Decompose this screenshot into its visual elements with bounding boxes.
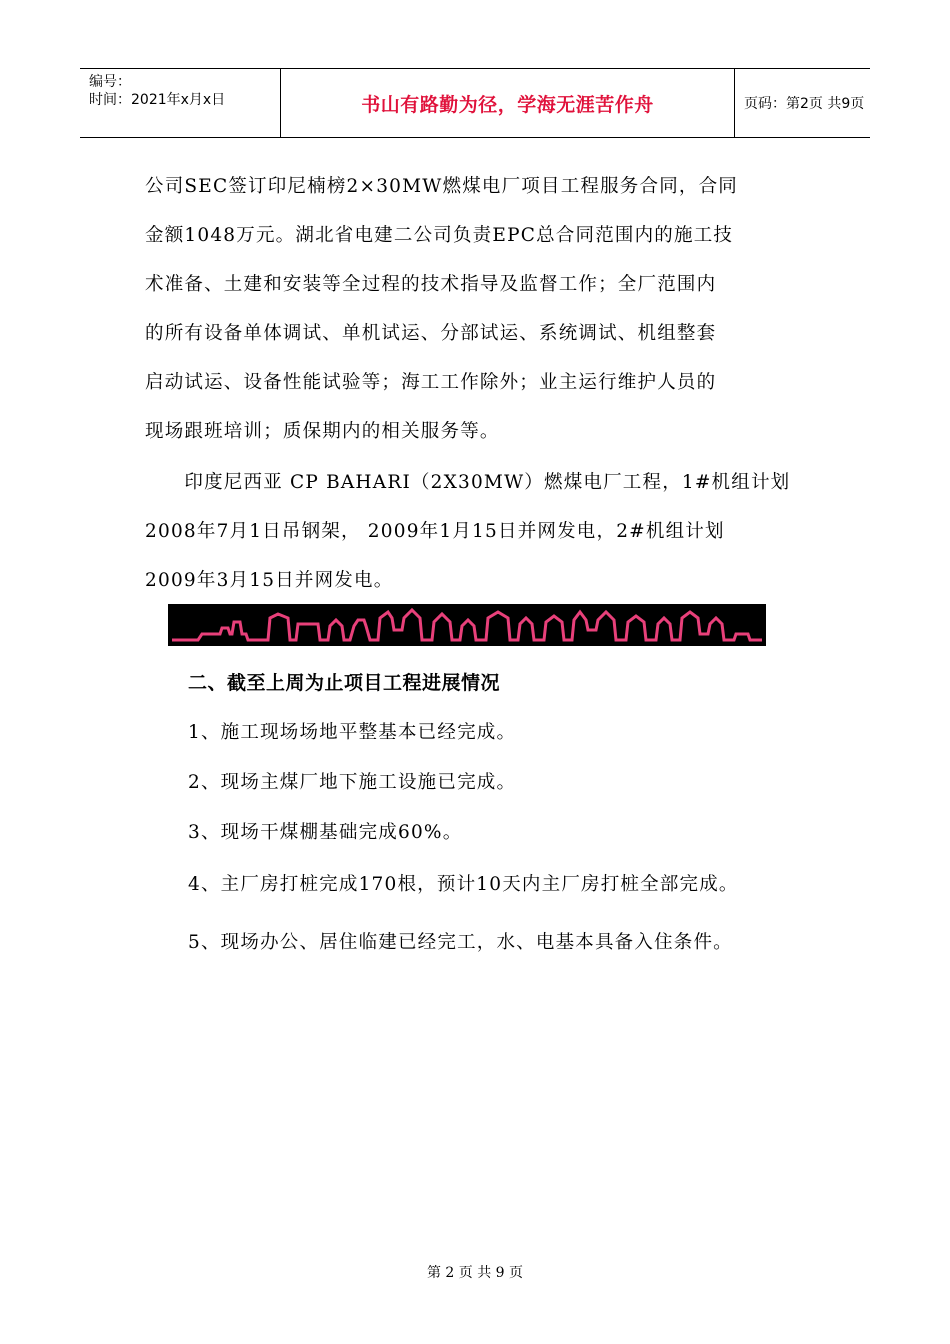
code-label: 编号：	[89, 74, 131, 90]
time-label: 时间：2021年x月x日	[89, 92, 226, 108]
house-skyline-decoration	[168, 604, 766, 646]
section-heading: 二、截至上周为止项目工程进展情况	[188, 672, 501, 694]
paragraph-line: 现场跟班培训；质保期内的相关服务等。	[145, 421, 500, 442]
progress-item: 5、现场办公、居住临建已经完工，水、电基本具备入住条件。	[188, 932, 733, 953]
paragraph-contract	[145, 162, 805, 456]
paragraph-line: 术准备、土建和安装等全过程的技术指导及监督工作；全厂范围内	[145, 274, 717, 295]
progress-item: 2、现场主煤厂地下施工设施已完成。	[188, 772, 517, 793]
paragraph-line: 的所有设备单体调试、单机试运、分部试运、系统调试、机组整套	[145, 323, 717, 344]
slogan: 书山有路勤为径，学海无涯苦作舟	[361, 93, 654, 116]
page-label: 页码：第2页 共9页	[744, 96, 865, 112]
progress-item: 1、施工现场场地平整基本已经完成。	[188, 722, 517, 743]
progress-item: 3、现场干煤棚基础完成60%。	[188, 822, 463, 843]
paragraph-line: 印度尼西亚 CP BAHARI（2X30MW）燃煤电厂工程，1#机组计划	[145, 472, 791, 493]
document-header	[80, 68, 870, 138]
paragraph-schedule	[145, 458, 805, 605]
paragraph-line: 2009年3月15日并网发电。	[145, 570, 394, 591]
decorative-banner	[168, 604, 766, 646]
progress-item: 4、主厂房打桩完成170根，预计10天内主厂房打桩全部完成。	[188, 874, 739, 895]
paragraph-line: 启动试运、设备性能试验等；海工工作除外；业主运行维护人员的	[145, 372, 717, 393]
page-footer: 第 2 页 共 9 页	[426, 1265, 524, 1281]
paragraph-line: 公司SEC签订印尼楠榜2×30MW燃煤电厂项目工程服务合同，合同	[145, 176, 739, 197]
header-meta-cell	[80, 69, 281, 137]
paragraph-line: 2008年7月1日吊钢架， 2009年1月15日并网发电，2#机组计划	[145, 521, 725, 542]
paragraph-line: 金额1048万元。湖北省电建二公司负责EPC总合同范围内的施工技	[145, 225, 734, 246]
header-slogan-cell	[281, 69, 735, 137]
